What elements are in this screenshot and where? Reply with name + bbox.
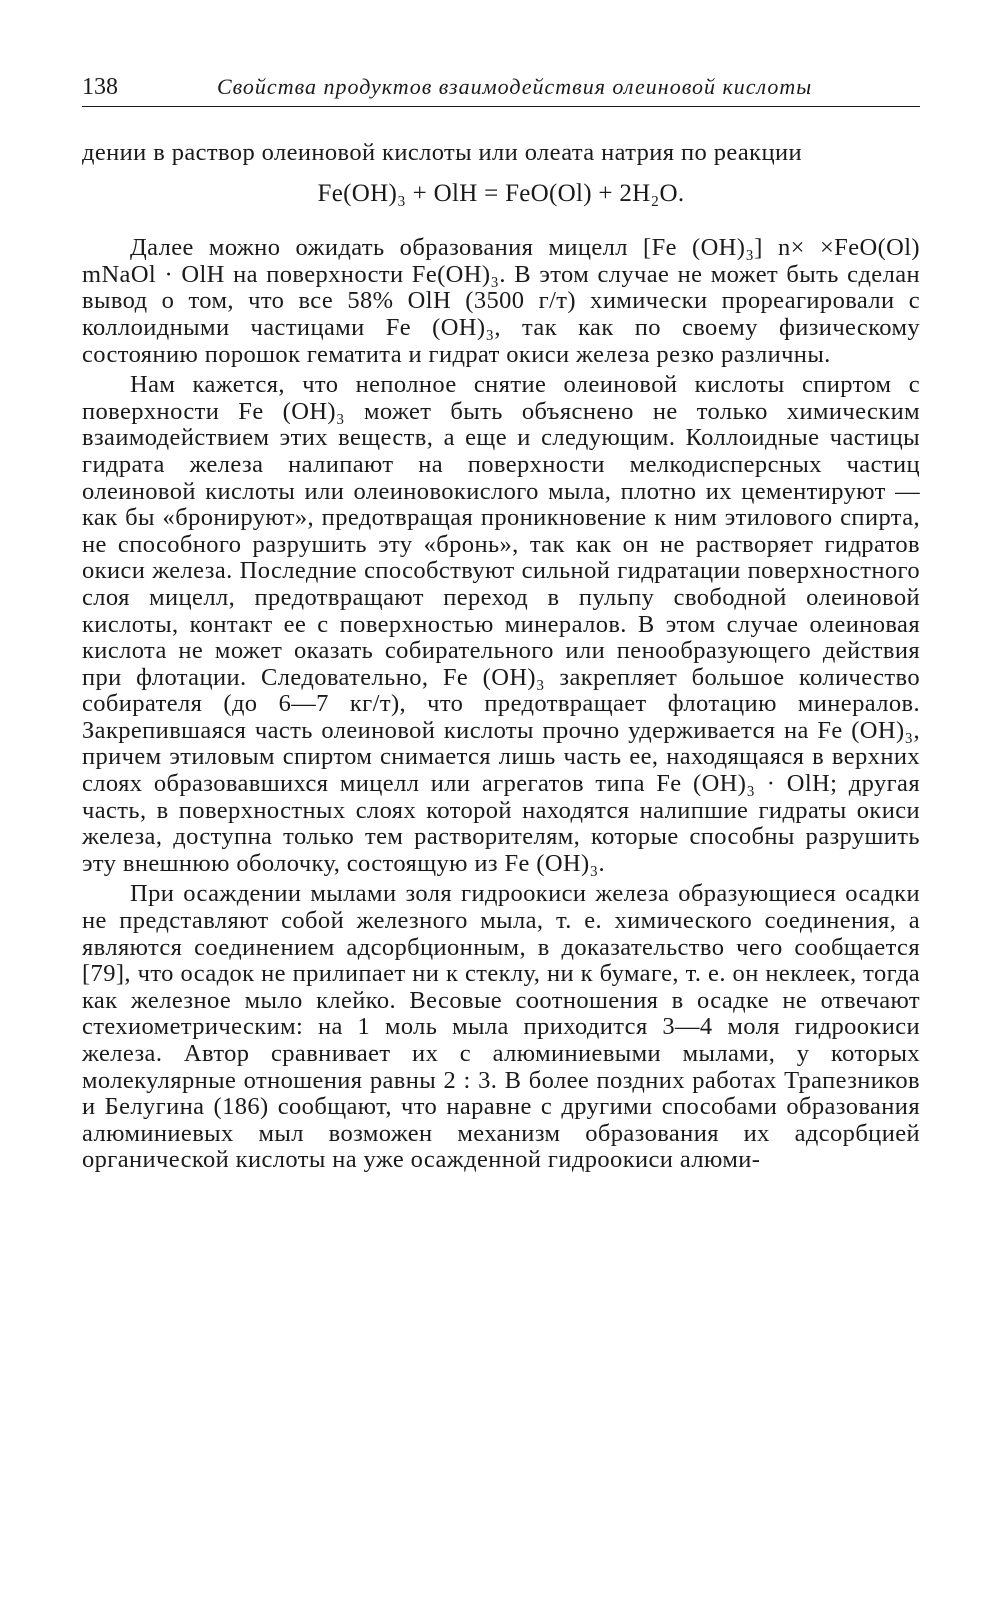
chemical-equation: Fe(OH)₃ + OlH = FeO(Ol) + 2H₂O. <box>317 179 685 207</box>
page-number: 138 <box>82 74 118 100</box>
page-body <box>82 140 920 1174</box>
body-paragraph-1: Далее можно ожидать образования мицелл [Fe (OH)₃] n× ×FeO(Ol) mNaOl · OlH на поверхности Fe(OH)₃. В этом случае не может быть сделан вывод о том, что все 58% OlH (3500 г/т) химически прореагировали с коллоидными частицами Fe (OH)₃, так как по своему физическому состоянию порошок гематита и гидрат окиси железа резко различны. <box>82 234 920 368</box>
body-paragraph-3: При осаждении мылами золя гидроокиси железа образующиеся осадки не представляют собой железного мыла, т. е. химического соединения, а являются соединением адсорбционным, в доказательство чего сообщается [79], что осадок не прилипает ни к стеклу, ни к бумаге, т. е. он неклеек, тогда как железное мыло клейко. Весовые соотношения в осадке не отвечают стехиометрическим: на 1 моль мыла приходится 3—4 моля гидроокиси железа. Автор сравнивает их с алюминиевыми мылами, у которых молекулярные отношения равны 2 : 3. В более поздних работах Трапезников и Белугина (186) сообщают, что наравне с другими способами образования алюминиевых мыл возможен механизм образования их адсорбцией органической кислоты на уже осажденной гидроокиси алюми- <box>82 880 920 1174</box>
running-title: Свойства продуктов взаимодействия олеиновой кислоты <box>217 74 813 99</box>
intro-paragraph: дении в раствор олеиновой кислоты или олеата натрия по реакции <box>82 139 803 166</box>
body-paragraph-2: Нам кажется, что неполное снятие олеиновой кислоты спиртом с поверхности Fe (OH)₃ может быть объяснено не только химическим взаимодействием этих веществ, а еще и следующим. Коллоидные частицы гидрата железа налипают на поверхности мелкодисперсных частиц олеиновой кислоты или олеиновокислого мыла, плотно их цементируют — как бы «бронируют», предотвращая проникновение к ним этилового спирта, не способного разрушить эту «бронь», так как он не растворяет гидратов окиси железа. Последние способствуют сильной гидратации поверхностного слоя мицелл, предотвращают переход в пульпу свободной олеиновой кислоты, контакт ее с поверхностью минералов. В этом случае олеиновая кислота не может оказать собирательного или пенообразующего действия при флотации. Следовательно, Fe (OH)₃ закрепляет большое количество собирателя (до 6—7 кг/т), что предотвращает флотацию минералов. Закрепившаяся часть олеиновой кислоты прочно удерживается на Fe (OH)₃, причем этиловым спиртом снимается лишь часть ее, находящаяся в верхних слоях образовавшихся мицелл или агрегатов типа Fe (OH)₃ · OlH; другая часть, в поверхностных слоях которой находятся налипшие гидраты окиси железа, доступна только тем растворителям, которые способны разрушить эту внешнюю оболочку, состоящую из Fe (OH)₃. <box>82 371 920 877</box>
page-header <box>82 66 920 107</box>
